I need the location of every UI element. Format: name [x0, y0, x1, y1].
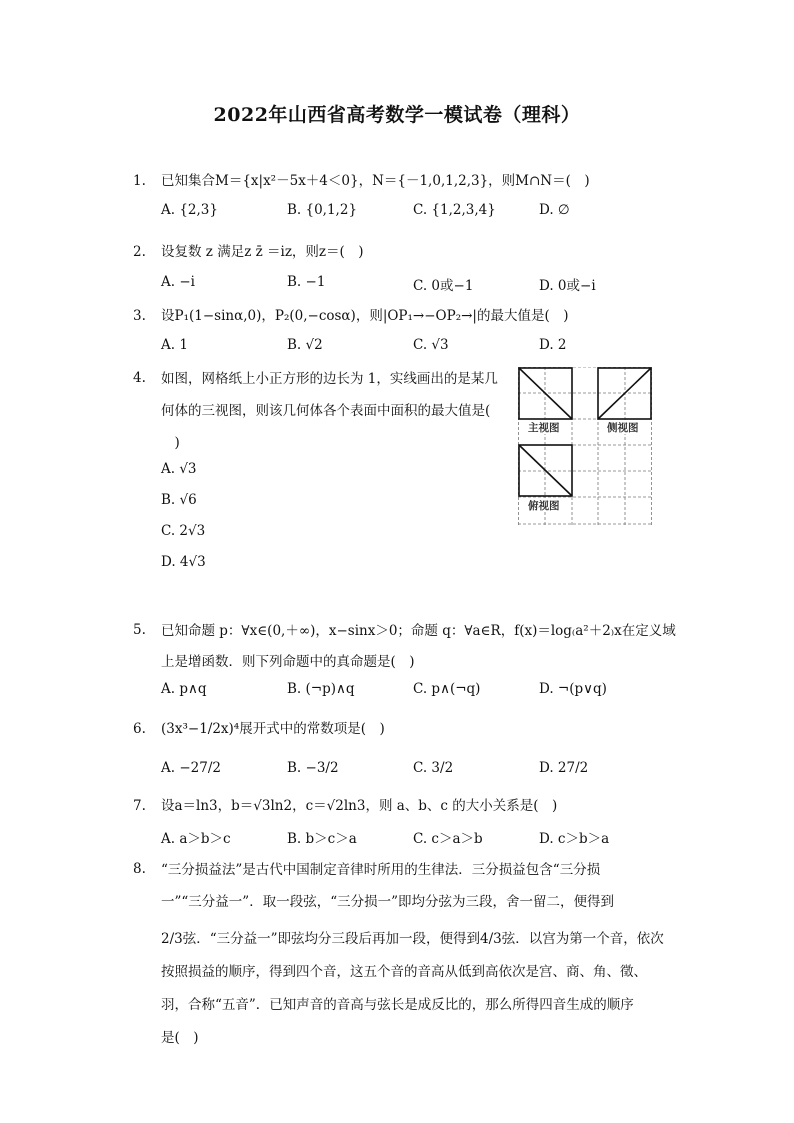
option-a: A. −27/2 — [161, 760, 221, 776]
question-stem: 已知集合M＝{x|x²－5x＋4＜0}，N＝{－1,0,1,2,3}，则M∩N＝( ) — [161, 173, 590, 189]
top-view-label: 俯视图 — [528, 500, 560, 512]
question-stem-line: 上是增函数．则下列命题中的真命题是( ) — [161, 654, 415, 670]
question-stem-line: 已知命题 p：∀x∈(0,＋∞)，x−sinx＞0；命题 q：∀a∈R，f(x)＝log₍a²＋2₎x在定义域 — [161, 623, 676, 639]
three-view-figure — [518, 367, 652, 525]
question-number: 6. — [133, 721, 146, 737]
option-d: D. 4√3 — [161, 554, 206, 570]
question-stem-line: 一”“三分益一”．取一段弦，“三分损一”即均分弦为三段，舍一留二，便得到 — [161, 894, 615, 910]
option-a: A. 1 — [161, 337, 188, 353]
question-stem-line: 如图，网格纸上小正方形的边长为 1，实线画出的是某几 — [161, 371, 498, 387]
question-number: 3. — [133, 308, 146, 324]
question-7-options — [161, 827, 681, 849]
option-c: C. 0或−1 — [413, 278, 474, 294]
three-view-drawing — [518, 367, 652, 525]
option-d: D. ¬(p∨q) — [539, 681, 607, 697]
option-b: B. {0,1,2} — [287, 202, 358, 218]
question-stem-line: 何体的三视图，则该几何体各个表面中面积的最大值是( — [161, 403, 491, 419]
question-stem-line: “三分损益法”是古代中国制定音律时所用的生律法．三分损益包含“三分损 — [161, 862, 601, 878]
option-c: C. √3 — [413, 337, 449, 353]
option-c: C. c＞a＞b — [413, 831, 483, 847]
question-stem: (3x³−1/2x)⁴展开式中的常数项是( ) — [161, 721, 385, 737]
question-number: 2. — [133, 244, 146, 260]
question-stem-line: 是( ) — [161, 1030, 199, 1046]
question-5-options — [161, 681, 681, 703]
question-number: 4. — [133, 370, 146, 386]
question-stem: 设P₁(1−sinα,0)，P₂(0,−cosα)，则|OP₁→−OP₂→|的最大值是( ) — [161, 308, 569, 324]
question-stem-line: 按照损益的顺序，得到四个音，这五个音的音高从低到高依次是宫、商、角、徵、 — [161, 964, 647, 980]
option-b: B. b＞c＞a — [287, 831, 357, 847]
question-1-options — [161, 202, 681, 224]
question-stem-line: 羽，合称“五音”．已知声音的音高与弦长是成反比的，那么所得四音生成的顺序 — [161, 997, 634, 1013]
option-b: B. −1 — [287, 274, 326, 290]
option-a: A. √3 — [161, 461, 197, 477]
question-6-options — [161, 760, 681, 782]
question-stem: 设a＝ln3，b＝√3ln2，c＝√2ln3，则 a、b、c 的大小关系是( ) — [161, 798, 558, 814]
option-a: A. −i — [161, 274, 195, 290]
option-b: B. −3/2 — [287, 760, 339, 776]
question-number: 1. — [133, 173, 146, 189]
question-number: 7. — [133, 798, 146, 814]
side-view-label: 侧视图 — [607, 422, 639, 434]
option-b: B. (¬p)∧q — [287, 681, 355, 697]
page-title: 2022年山西省高考数学一模试卷（理科） — [213, 104, 581, 126]
option-d: D. 27/2 — [539, 760, 589, 776]
option-d: D. 0或−i — [539, 278, 596, 294]
option-d: D. ∅ — [539, 202, 570, 218]
option-d: D. c＞b＞a — [539, 831, 610, 847]
option-b: B. √6 — [161, 492, 197, 508]
question-stem-line: ) — [161, 435, 180, 451]
option-d: D. 2 — [539, 337, 567, 353]
option-a: A. a＞b＞c — [161, 831, 231, 847]
option-a: A. p∧q — [161, 681, 207, 697]
option-b: B. √2 — [287, 337, 323, 353]
question-3-options — [161, 337, 681, 359]
option-c: C. {1,2,3,4} — [413, 202, 496, 218]
option-a: A. {2,3} — [161, 202, 218, 218]
front-view-label: 主视图 — [528, 422, 560, 434]
question-2-options — [161, 274, 681, 296]
option-c: C. 3/2 — [413, 760, 454, 776]
question-number: 5. — [133, 622, 146, 638]
question-stem: 设复数 z 满足z z̄ ＝iz，则z＝( ) — [161, 244, 364, 260]
option-c: C. 2√3 — [161, 523, 206, 539]
question-number: 8. — [133, 861, 146, 877]
question-stem-line: 2/3弦．“三分益一”即弦均分三段后再加一段，便得到4/3弦．以宫为第一个音，依次 — [161, 931, 664, 947]
option-c: C. p∧(¬q) — [413, 681, 481, 697]
